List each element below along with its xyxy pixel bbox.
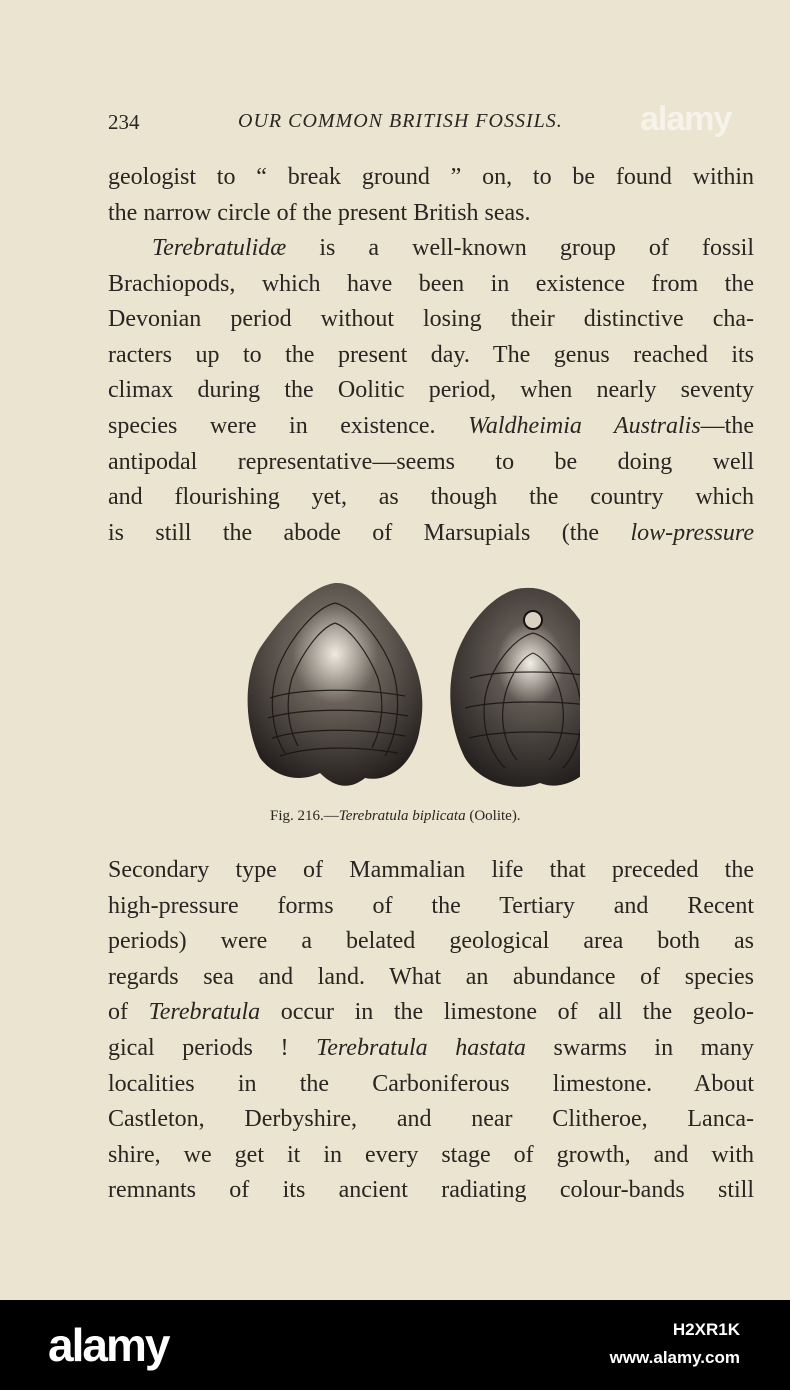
brand-logo: alamy [48,1319,169,1371]
text-line [108,995,754,1031]
stock-footer-bar [0,1300,790,1390]
site-url[interactable]: www.alamy.com [609,1348,740,1367]
text-line: antipodal representative—seems to be doing well [108,448,754,475]
fossil-illustration [240,578,580,803]
watermark: alamy [640,100,732,138]
text-span: occur in the limestone of all the geolo- [260,999,754,1026]
text-line: Brachiopods, which have been in existence from the [108,270,754,297]
text-line: regards sea and land. What an abundance of species [108,963,754,990]
page-number: 234 [108,110,140,134]
italic-term: low-pressure [630,519,754,546]
caption-label: Fig. 216.— [270,808,339,824]
caption-species: Terebratula biplicata [338,808,466,824]
paragraph-terebratulidae [108,231,754,551]
italic-term: Terebratula hastata [316,1034,526,1061]
text-line: the narrow circle of the present British seas. [108,199,531,226]
shell-dorsal-view [248,583,423,786]
shell-ventral-view [450,588,580,787]
italic-term: Waldheimia Australis [468,412,701,439]
text-line: racters up to the present day. The genus reached its [108,341,754,368]
text-span: gical periods ! [108,1034,317,1061]
text-span: is still the abode of Marsupials (the [108,519,631,546]
italic-term: Terebratulidæ [152,235,287,261]
text-span: swarms in many [525,1034,754,1061]
text-line [108,1031,754,1067]
italic-term: Terebratula [148,999,261,1026]
stock-image-id: H2XR1K [672,1320,740,1339]
paragraph-continuation [108,160,754,231]
running-title: OUR COMMON BRITISH FOSSILS. [238,110,563,132]
text-line: climax during the Oolitic period, when nearly seventy [108,377,754,404]
text-line: Devonian period without losing their distinctive cha- [108,306,754,333]
text-span: species were in existence. [108,412,469,439]
text-line: Secondary type of Mammalian life that preceded the [108,857,754,883]
text-line: remnants of its ancient radiating colour-bands still [108,1177,754,1204]
text-line: Castleton, Derbyshire, and near Clitheroe, Lanca- [108,1106,754,1133]
text-line: high-pressure forms of the Tertiary and Recent [108,892,754,919]
text-line: localities in the Carboniferous limestone. About [108,1070,754,1097]
text-line [108,231,754,267]
text-line [108,409,754,445]
text-span: —the [700,412,754,439]
text-line [108,516,754,552]
text-span: of [108,999,149,1026]
text-line: geologist to “ break ground ” on, to be found within [108,164,754,190]
paragraph-secondary-type [108,853,754,1209]
text-line: shire, we get it in every stage of growth, and with [108,1141,754,1168]
figure-caption [270,808,610,825]
text-span: is a well-known group of fossil [286,235,754,261]
caption-suffix: (Oolite). [465,808,521,824]
text-line: and flourishing yet, as though the country which [108,484,754,511]
text-line: periods) were a belated geological area both as [108,928,754,955]
